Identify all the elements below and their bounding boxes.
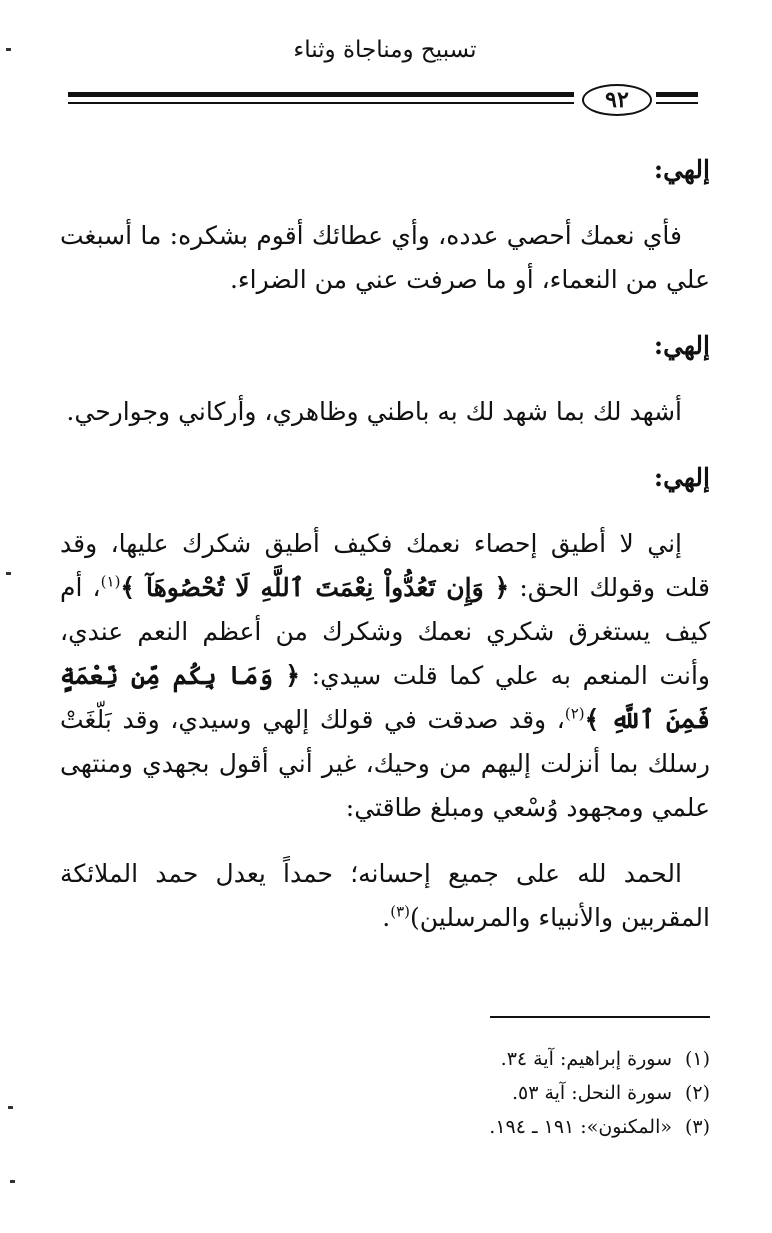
header-rule-left [68,92,574,104]
section-heading: إلهي: [653,331,710,360]
footnote-ref[interactable]: (٢) [564,704,585,723]
section-heading: إلهي: [653,463,710,492]
margin-mark [6,48,11,51]
text-run: الحمد لله على جميع إحسانه؛ حمداً يعدل حمد الملائكة المقربين والأنبياء والمرسلين) [60,859,710,932]
margin-mark [8,1106,13,1109]
page-number: ٩٢ [582,84,652,116]
header-rule [68,84,698,120]
quran-quote: ﴿ وَإِن تَعُدُّواْ نِعْمَتَ ٱللَّهِ لَا تُحْصُوهَآ ﴾ [120,573,510,602]
footnote [60,1042,710,1076]
book-page [60,0,710,1233]
closing-paragraph [60,852,710,940]
text-run: . [382,903,391,932]
text-run: إني لا أطيق إحصاء نعمك فكيف أطيق شكرك عليها، وقد قلت وقولك الحق: [60,529,710,602]
paragraph: أشهد لك بما شهد لك به باطني وظاهري، وأركاني وجوارحي. [66,397,682,426]
footnote-number: (٢) [684,1082,710,1104]
footnote-separator [490,1016,710,1018]
quran-quote: ﴿ وَمَا بِكُم مِّن نِّعْمَةٍ فَمِنَ ٱللَّهِ ﴾ [60,661,710,734]
margin-mark [10,1180,15,1183]
footnote-text: سورة إبراهيم: آية ٣٤. [500,1048,672,1070]
text-run: ، أم كيف يستغرق شكري نعمك وشكرك من أعظم النعم عندي، وأنت المنعم به علي كما قلت سيدي: [60,573,711,690]
paragraph: فأي نعمك أحصي عدده، وأي عطائك أقوم بشكره: ما أسبغت علي من النعماء، أو ما صرفت عني من الضراء. [60,221,710,294]
footnote-ref[interactable]: (٣) [390,902,410,921]
footnote [60,1110,710,1144]
margin-mark [6,572,11,575]
section-heading: إلهي: [653,155,710,184]
paragraph-with-quran [60,522,710,830]
header-rule-right [656,92,698,104]
footnote-text: سورة النحل: آية ٥٣. [511,1082,672,1104]
footnote-number: (٣) [684,1116,710,1138]
footnotes [60,1042,710,1144]
footnote-text: «المكنون»: ١٩١ ـ ١٩٤. [489,1116,672,1138]
main-text [60,148,710,962]
running-title: تسبيح ومناجاة وثناء [293,37,477,63]
footnote-ref[interactable]: (١) [100,572,121,591]
text-run: ، وقد صدقت في قولك إلهي وسيدي، وقد بَلّغَتْ رسلك بما أنزلت إليهم من وحيك، غير أني أقول بجهدي ومنتهى علمي ومجهود وُسْعي ومبلغ طاقتي: [60,705,710,822]
footnote [60,1076,710,1110]
footnote-number: (١) [684,1048,710,1070]
